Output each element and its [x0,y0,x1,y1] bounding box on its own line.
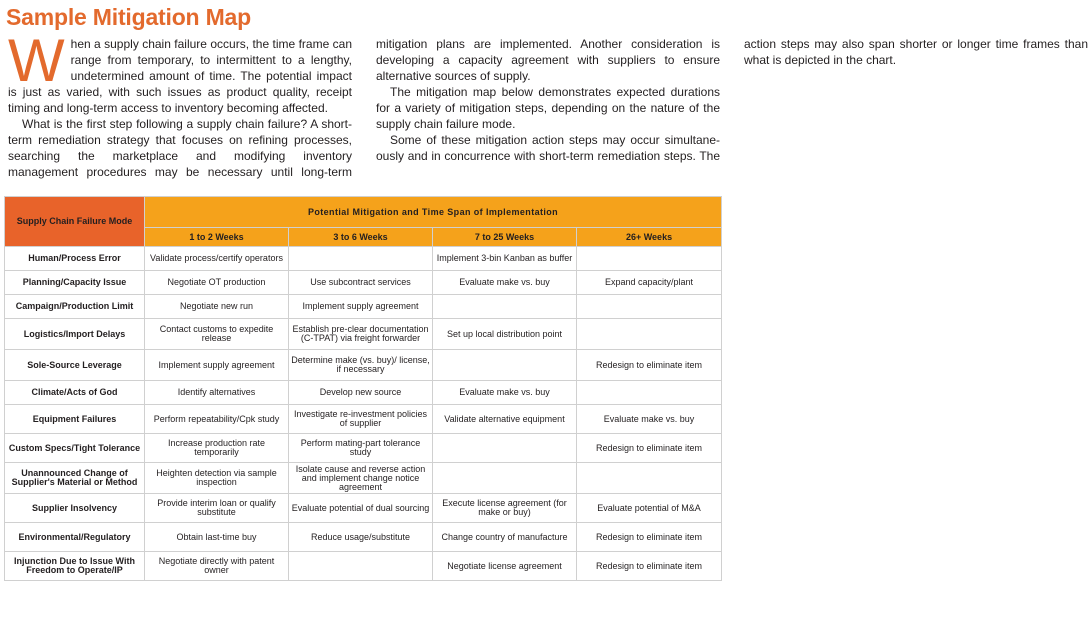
mitigation-cell: Set up local distribution point [433,319,577,350]
failure-mode-cell: Logistics/Import Delays [5,319,145,350]
failure-mode-cell: Planning/Capacity Issue [5,271,145,295]
mitigation-cell: Implement supply agreement [145,350,289,381]
table-row [5,463,722,494]
mitigation-cell: Increase production rate temporarily [145,434,289,463]
mitigation-cell: Negotiate license agreement [433,552,577,581]
mitigation-cell: Use subcontract services [289,271,433,295]
mitigation-cell: Expand capacity/plant [577,271,722,295]
mitigation-cell [433,463,577,494]
failure-mode-cell: Environmental/Regulatory [5,523,145,552]
failure-mode-cell: Supplier Insolvency [5,494,145,523]
table-row [5,494,722,523]
mitigation-cell: Validate alternative equipment [433,405,577,434]
mitigation-cell: Heighten detection via sample inspection [145,463,289,494]
mitigation-cell: Contact customs to expedite release [145,319,289,350]
mitigation-cell: Evaluate make vs. buy [433,381,577,405]
article-paragraph-1 [8,27,352,116]
failure-mode-cell: Custom Specs/Tight Tolerance [5,434,145,463]
article-paragraph-3: The mitigation map below demonstrates expected durations for a variety of mitigation steps, depending on the nature of the supply chain failure mode. [376,85,720,131]
mitigation-cell: Investigate re-investment policies of supplier [289,405,433,434]
article-paragraph-2: What is the first step following a supply chain failure? A short-term remediation strategy that focuses on refining processes, searching the marketplace and modifying inventory management procedures may be necessary until long-term mitigation plans are implemented. Another consideration is developing a capacity agreement with suppliers to ensure alternative sources of supply. [8,37,720,179]
mitigation-cell [433,350,577,381]
table-row [5,381,722,405]
mitigation-cell: Redesign to eliminate item [577,434,722,463]
mitigation-cell [433,434,577,463]
table-row [5,552,722,581]
mitigation-cell: Change country of manufacture [433,523,577,552]
failure-mode-cell: Equipment Failures [5,405,145,434]
mitigation-cell: Reduce usage/substitute [289,523,433,552]
mitigation-cell: Negotiate OT production [145,271,289,295]
failure-mode-cell: Injunction Due to Issue With Freedom to Operate/IP [5,552,145,581]
mitigation-cell: Evaluate make vs. buy [433,271,577,295]
mitigation-cell [577,247,722,271]
table-row [5,350,722,381]
mitigation-cell: Negotiate directly with patent owner [145,552,289,581]
drop-cap: W [8,27,65,94]
failure-mode-cell: Human/Process Error [5,247,145,271]
mitigation-cell [433,295,577,319]
mitigation-cell: Develop new source [289,381,433,405]
mitigation-cell [577,319,722,350]
mitigation-cell: Execute license agreement (for make or buy) [433,494,577,523]
mitigation-cell [289,552,433,581]
table-row [5,434,722,463]
mitigation-cell: Redesign to eliminate item [577,523,722,552]
mitigation-cell: Evaluate potential of dual sourcing [289,494,433,523]
mitigation-cell: Evaluate potential of M&A [577,494,722,523]
failure-mode-cell: Climate/Acts of God [5,381,145,405]
period-header: 26+ Weeks [577,228,722,247]
mitigation-cell: Validate process/certify operators [145,247,289,271]
mitigation-cell: Implement supply agreement [289,295,433,319]
table-row [5,405,722,434]
table-row [5,523,722,552]
mitigation-cell [289,247,433,271]
mitigation-cell: Provide interim loan or qualify substitute [145,494,289,523]
mitigation-cell [577,381,722,405]
mitigation-cell: Establish pre-clear documentation (C-TPAT) via freight forwarder [289,319,433,350]
mitigation-cell: Perform repeatability/Cpk study [145,405,289,434]
mitigation-cell [577,463,722,494]
mitigation-cell: Identify alternatives [145,381,289,405]
table-row [5,295,722,319]
period-header: 1 to 2 Weeks [145,228,289,247]
failure-mode-cell: Sole-Source Leverage [5,350,145,381]
table-row [5,271,722,295]
mitigation-cell: Isolate cause and reverse action and implement change notice agreement [289,463,433,494]
mitigation-cell: Redesign to eliminate item [577,552,722,581]
mitigation-map-table [4,196,722,581]
table-row [5,319,722,350]
period-header: 3 to 6 Weeks [289,228,433,247]
article-body [8,27,1088,186]
mitigation-cell: Obtain last-time buy [145,523,289,552]
mitigation-cell: Evaluate make vs. buy [577,405,722,434]
mitigation-cell: Determine make (vs. buy)/ license, if necessary [289,350,433,381]
article-paragraph-4: Some of these mitigation action steps may occur simultane-ously and in concurrence with short-term remediation steps. The action steps may also span shorter or longer time frames than what is depicted in the chart. [376,37,1088,163]
failure-mode-cell: Campaign/Production Limit [5,295,145,319]
table-row [5,247,722,271]
mitigation-cell [577,295,722,319]
mitigation-cell: Perform mating-part tolerance study [289,434,433,463]
mitigation-cell: Redesign to eliminate item [577,350,722,381]
page-title: Sample Mitigation Map [6,4,251,30]
mitigation-cell: Negotiate new run [145,295,289,319]
period-header: 7 to 25 Weeks [433,228,577,247]
mitigation-span-header: Potential Mitigation and Time Span of Implementation [145,197,722,228]
mitigation-cell: Implement 3-bin Kanban as buffer [433,247,577,271]
paragraph-1-text: hen a supply chain failure occurs, the time frame can range from temporary, to intermittent to a lengthy, undetermined amount of time. The potential impact is just as varied, with such issues as product quality, receipt timing and long-term access to inventory becoming affected. [8,37,352,115]
failure-mode-cell: Unannounced Change of Supplier's Material or Method [5,463,145,494]
failure-mode-header: Supply Chain Failure Mode [5,197,145,247]
